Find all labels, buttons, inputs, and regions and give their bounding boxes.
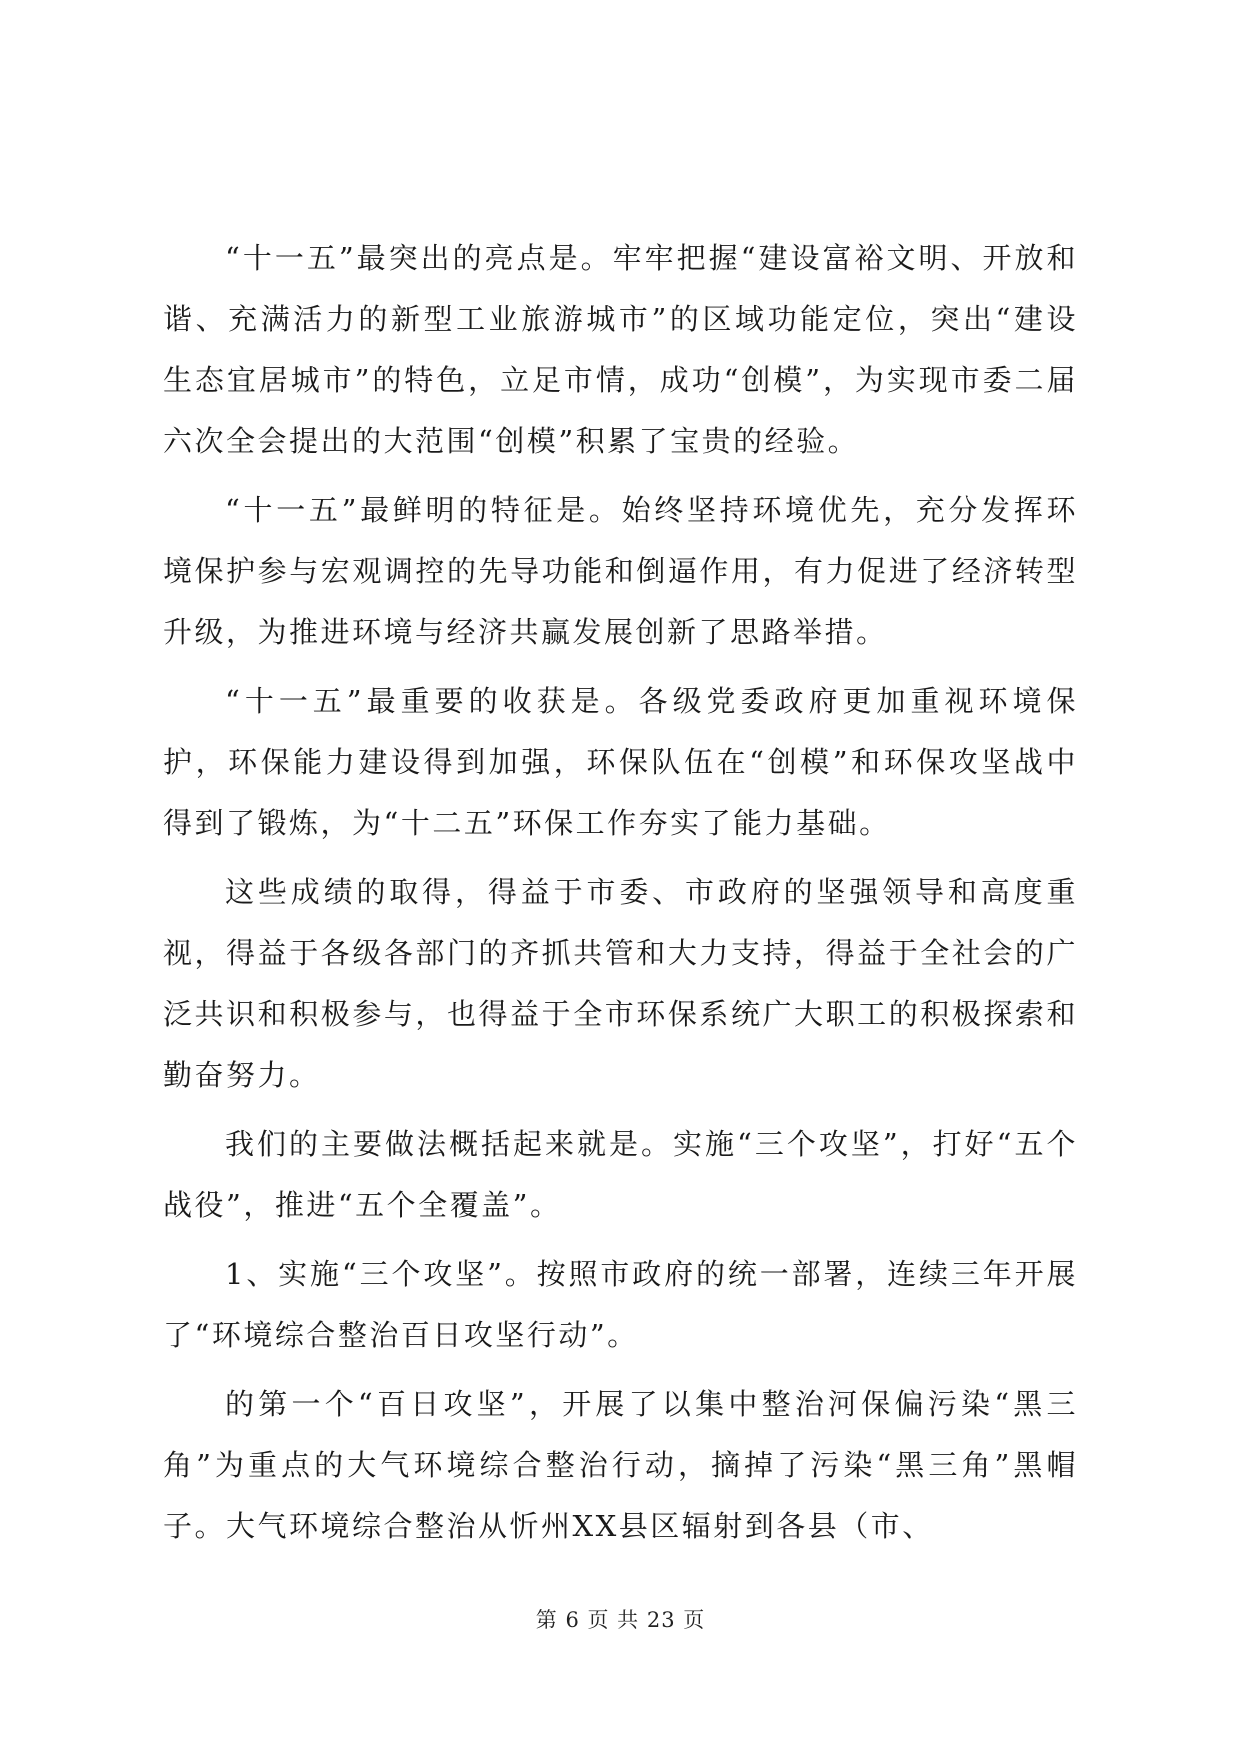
paragraph: 的第一个“百日攻坚”，开展了以集中整治河保偏污染“黑三角”为重点的大气环境综合整治行动，摘掉了污染“黑三角”黑帽子。大气环境综合整治从忻州XX县区辐射到各县（市、 <box>163 1387 1078 1543</box>
paragraph: “十一五”最突出的亮点是。牢牢把握“建设富裕文明、开放和谐、充满活力的新型工业旅游城市”的区域功能定位，突出“建设生态宜居城市”的特色，立足市情，成功“创模”，为实现市委二届六次全会提出的大范围“创模”积累了宝贵的经验。 <box>163 241 1078 458</box>
document-body <box>163 228 1078 1565</box>
paragraph: 1、实施“三个攻坚”。按照市政府的统一部署，连续三年开展了“环境综合整治百日攻坚行动”。 <box>163 1257 1078 1352</box>
page-footer <box>0 1604 1241 1634</box>
page-number: 第 6 页 共 23 页 <box>535 1608 706 1632</box>
paragraph: “十一五”最重要的收获是。各级党委政府更加重视环境保护，环保能力建设得到加强，环保队伍在“创模”和环保攻坚战中得到了锻炼，为“十二五”环保工作夯实了能力基础。 <box>163 684 1078 840</box>
paragraph: “十一五”最鲜明的特征是。始终坚持环境优先，充分发挥环境保护参与宏观调控的先导功能和倒逼作用，有力促进了经济转型升级，为推进环境与经济共赢发展创新了思路举措。 <box>163 493 1078 649</box>
paragraph: 这些成绩的取得，得益于市委、市政府的坚强领导和高度重视，得益于各级各部门的齐抓共管和大力支持，得益于全社会的广泛共识和积极参与，也得益于全市环保系统广大职工的积极探索和勤奋努力。 <box>163 875 1078 1092</box>
paragraph: 我们的主要做法概括起来就是。实施“三个攻坚”，打好“五个战役”，推进“五个全覆盖”。 <box>163 1127 1078 1222</box>
